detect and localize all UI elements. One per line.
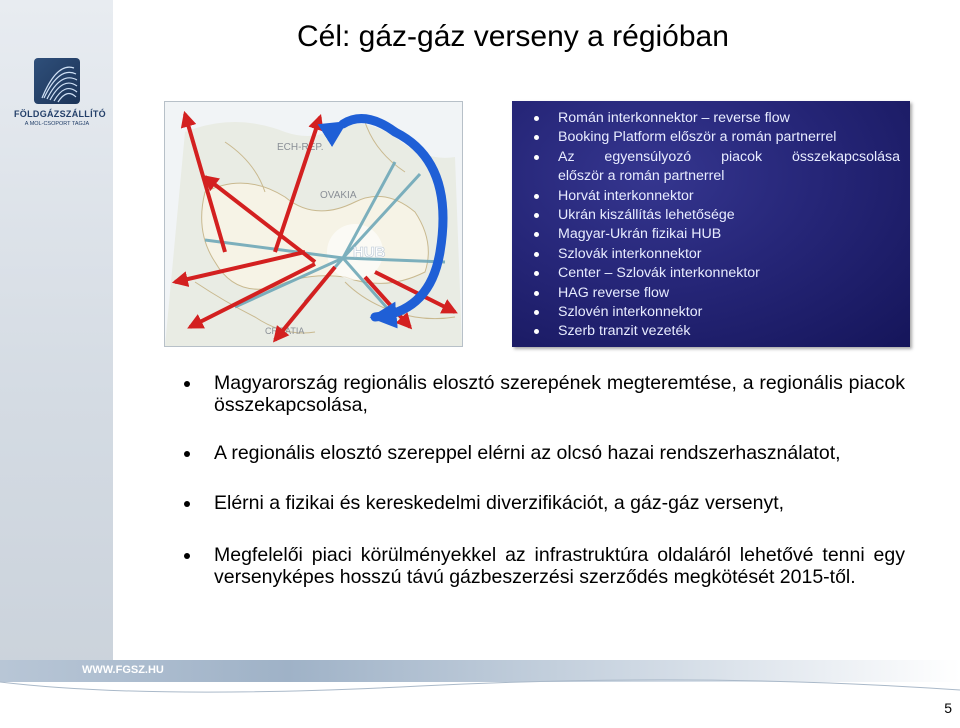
logo-subtitle: A MOL-CSOPORT TAGJA bbox=[24, 121, 90, 127]
map-label-croatia: CROATIA bbox=[265, 326, 305, 336]
slide-title: Cél: gáz-gáz verseny a régióban bbox=[297, 20, 729, 53]
list-item: HAG reverse flow bbox=[558, 284, 900, 303]
goal-bullets bbox=[168, 372, 905, 588]
goal-bullet: A regionális elosztó szereppel elérni az olcsó hazai rendszerhasználatot, bbox=[168, 442, 905, 464]
list-item: Ukrán kiszállítás lehetősége bbox=[558, 206, 900, 225]
sidebar-band bbox=[0, 0, 113, 728]
project-list-box bbox=[512, 101, 910, 347]
list-item: Center – Szlovák interkonnektor bbox=[558, 264, 900, 283]
list-item: Román interkonnektor – reverse flow bbox=[558, 109, 900, 128]
goal-bullet: Elérni a fizikai és kereskedelmi diverzifikációt, a gáz-gáz versenyt, bbox=[168, 492, 905, 514]
list-item: Magyar-Ukrán fizikai HUB bbox=[558, 225, 900, 244]
goal-bullet: Megfelelői piaci körülményekkel az infrastruktúra oldaláról lehetővé tenni egy versenyképes hosszú távú gázbeszerzési szerződés megkötését 2015-től. bbox=[168, 544, 905, 588]
list-item: Booking Platform először a román partnerrel bbox=[558, 128, 900, 147]
map-label-slovakia: OVAKIA bbox=[320, 190, 357, 201]
map-graphic bbox=[165, 102, 462, 346]
footer-url[interactable]: WWW.FGSZ.HU bbox=[82, 664, 164, 676]
region-map bbox=[164, 101, 463, 347]
hub-label: HUB bbox=[353, 244, 386, 261]
list-item: Szlovén interkonnektor bbox=[558, 303, 900, 322]
list-item: Horvát interkonnektor bbox=[558, 187, 900, 206]
footer bbox=[0, 660, 960, 728]
list-item-continuation: először a román partnerrel bbox=[558, 168, 725, 185]
logo-name: FÖLDGÁZSZÁLLÍTÓ bbox=[14, 109, 106, 119]
project-list bbox=[512, 101, 910, 342]
page-number: 5 bbox=[944, 700, 952, 716]
company-logo bbox=[14, 58, 106, 127]
list-item: Az egyensúlyozó piacok összekapcsolása bbox=[558, 148, 900, 167]
list-item: Szerb tranzit vezeték bbox=[558, 322, 900, 341]
globe-logo-icon bbox=[34, 58, 80, 104]
list-item: Szlovák interkonnektor bbox=[558, 245, 900, 264]
map-label-czech: ECH-REP. bbox=[277, 142, 324, 153]
goal-bullet: Magyarország regionális elosztó szerepének megteremtése, a regionális piacok összekapcsolása, bbox=[168, 372, 905, 416]
